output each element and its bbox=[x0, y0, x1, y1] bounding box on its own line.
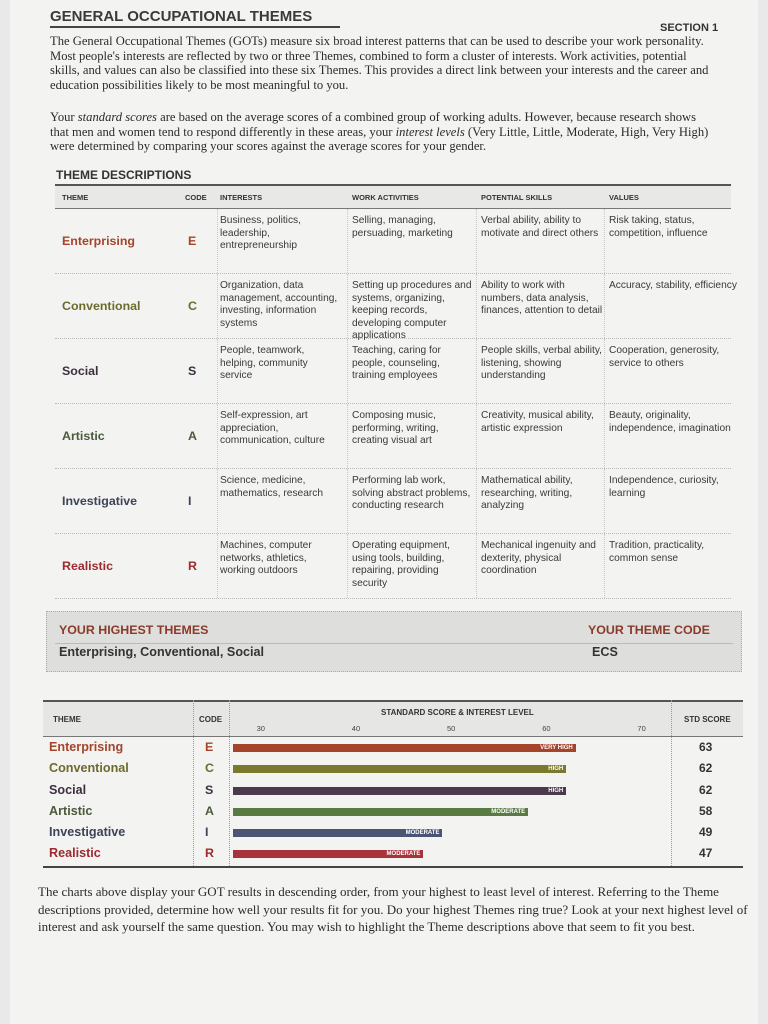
theme-name: Artistic bbox=[62, 429, 105, 443]
interests-cell: People, teamwork, helping, community service bbox=[220, 345, 308, 382]
potential-skills-cell: Mechanical ingenuity and dexterity, physical coordination bbox=[481, 540, 596, 577]
chart-bottom-rule bbox=[43, 866, 743, 868]
chart-row bbox=[43, 758, 743, 779]
column-divider bbox=[476, 534, 477, 598]
chart-header-std: STD SCORE bbox=[684, 715, 731, 724]
intro-text: Your bbox=[50, 110, 78, 124]
column-divider bbox=[217, 209, 218, 273]
page bbox=[10, 0, 758, 1024]
theme-name: Social bbox=[62, 364, 99, 378]
interest-level-label: HIGH bbox=[548, 787, 564, 794]
chart-header bbox=[43, 700, 743, 737]
work-activities-cell: Performing lab work, solving abstract problems, conducting research bbox=[352, 475, 471, 512]
chart-theme-name: Artistic bbox=[49, 803, 93, 818]
theme-code: E bbox=[188, 234, 197, 248]
interest-level-label: MODERATE bbox=[491, 808, 526, 815]
column-divider bbox=[193, 700, 194, 866]
work-activities-cell: Composing music, performing, writing, creating visual art bbox=[352, 410, 439, 447]
potential-skills-cell: Creativity, musical ability, artistic expression bbox=[481, 410, 594, 434]
chart-row bbox=[43, 843, 743, 864]
tick-label: 70 bbox=[637, 724, 646, 733]
highest-themes-box bbox=[46, 611, 742, 672]
tick-label: 30 bbox=[256, 724, 265, 733]
chart-row bbox=[43, 737, 743, 758]
column-divider bbox=[476, 469, 477, 533]
score-bar bbox=[233, 829, 442, 837]
column-header: POTENTIAL SKILLS bbox=[481, 193, 553, 202]
closing-paragraph: The charts above display your GOT results in descending order, from your highest to least level of interest. Referring to the Theme descriptions provided, determine how well your results fit for you. Do your highest Themes ring true? Look at your next highest level of interest and ask yourself the same question. You may wish to highlight the Theme descriptions above that seem to fit you best. bbox=[38, 884, 748, 934]
values-cell: Accuracy, stability, efficiency bbox=[609, 280, 737, 291]
score-bar bbox=[233, 808, 528, 816]
values-cell: Cooperation, generosity, service to others bbox=[609, 345, 720, 369]
column-divider bbox=[604, 209, 605, 273]
work-activities-cell: Setting up procedures and systems, organizing, keeping records, developing computer applications bbox=[352, 280, 472, 342]
interest-level-label: VERY HIGH bbox=[540, 745, 573, 751]
table-row bbox=[55, 274, 737, 342]
column-divider bbox=[229, 700, 230, 866]
table-row bbox=[55, 209, 731, 274]
chart-header-theme: THEME bbox=[53, 715, 81, 724]
intro-text: (Very Little, Little, Moderate, High, Very High) were determined by comparing your scores against the average scores for your gender. bbox=[50, 124, 709, 153]
table-row bbox=[55, 534, 731, 599]
chart-rows bbox=[43, 737, 743, 865]
interest-level-label: MODERATE bbox=[405, 830, 440, 837]
table-body bbox=[55, 209, 737, 599]
intro-emphasis: standard scores bbox=[77, 110, 157, 124]
work-activities-cell: Teaching, caring for people, counseling, training employees bbox=[352, 345, 441, 382]
theme-name: Investigative bbox=[62, 494, 138, 508]
potential-skills-cell: Mathematical ability, researching, writing, analyzing bbox=[481, 475, 573, 512]
std-score-value: 49 bbox=[699, 825, 713, 840]
column-divider bbox=[217, 404, 218, 468]
column-divider bbox=[347, 469, 348, 533]
theme-descriptions-heading: THEME DESCRIPTIONS bbox=[56, 168, 192, 182]
theme-name: Enterprising bbox=[62, 234, 135, 248]
theme-code: I bbox=[188, 494, 192, 508]
chart-theme-name: Conventional bbox=[49, 761, 129, 776]
values-cell: Independence, curiosity, learning bbox=[609, 475, 719, 499]
chart-row bbox=[43, 822, 743, 843]
score-bar bbox=[233, 744, 576, 752]
theme-code: C bbox=[188, 299, 197, 313]
theme-code: R bbox=[188, 559, 197, 573]
table-header bbox=[55, 184, 731, 209]
column-divider bbox=[604, 274, 605, 338]
values-cell: Beauty, originality, independence, imagination bbox=[609, 410, 731, 434]
work-activities-cell: Operating equipment, using tools, building, repairing, providing security bbox=[352, 540, 450, 589]
column-divider bbox=[347, 274, 348, 338]
chart-theme-code: E bbox=[205, 740, 214, 754]
intro-emphasis: interest levels bbox=[395, 124, 465, 139]
column-header: THEME bbox=[62, 193, 89, 202]
table-row bbox=[55, 404, 731, 469]
score-bar bbox=[233, 787, 566, 795]
chart-theme-code: I bbox=[205, 825, 209, 840]
column-header: WORK ACTIVITIES bbox=[352, 193, 419, 202]
std-score-value: 62 bbox=[699, 761, 713, 776]
chart-header-code: CODE bbox=[199, 715, 223, 724]
column-divider bbox=[604, 339, 605, 403]
std-score-value: 58 bbox=[699, 803, 713, 818]
column-divider bbox=[347, 534, 348, 598]
chart-theme-code: A bbox=[205, 803, 214, 818]
column-divider bbox=[476, 209, 477, 273]
chart-theme-name: Enterprising bbox=[49, 740, 124, 754]
theme-code: S bbox=[188, 364, 197, 378]
column-divider bbox=[347, 404, 348, 468]
column-divider bbox=[217, 534, 218, 598]
chart-theme-code: S bbox=[205, 782, 214, 797]
std-score-value: 62 bbox=[699, 782, 713, 797]
intro-text: are based on the average scores of a combined group of working adults. However, because research shows that men and women tend to respond differently in these areas, your bbox=[50, 110, 697, 139]
table-row bbox=[55, 469, 731, 534]
column-divider bbox=[671, 700, 672, 866]
std-score-value: 47 bbox=[699, 846, 713, 861]
potential-skills-cell: Verbal ability, ability to motivate and direct others bbox=[481, 215, 599, 239]
chart-theme-name: Investigative bbox=[49, 825, 126, 840]
chart-theme-code: C bbox=[205, 761, 214, 776]
column-divider bbox=[217, 469, 218, 533]
column-divider bbox=[217, 274, 218, 338]
table-row bbox=[55, 339, 731, 404]
theme-code-value: ECS bbox=[592, 645, 618, 659]
theme-name: Realistic bbox=[62, 559, 113, 573]
column-header: INTERESTS bbox=[220, 193, 263, 202]
chart-row bbox=[43, 780, 743, 801]
theme-descriptions-table bbox=[55, 184, 737, 599]
chart-row bbox=[43, 801, 743, 822]
tick-label: 60 bbox=[542, 724, 551, 733]
interest-level-label: HIGH bbox=[548, 766, 564, 773]
intro-paragraph-1: The General Occupational Themes (GOTs) measure six broad interest patterns that can be used to describe your work personality. Most people's interests are reflected by two or three Themes, combined to form a cluster of interests. Work activities, potential skills, and values can also be classified into these six Themes. This provides a direct link between your interests and the career and education possibilities likely to be most meaningful to you. bbox=[50, 34, 709, 92]
column-divider bbox=[476, 339, 477, 403]
column-header: CODE bbox=[185, 193, 207, 202]
interests-cell: Business, politics, leadership, entrepreneurship bbox=[220, 215, 301, 252]
values-cell: Tradition, practicality, common sense bbox=[609, 540, 705, 564]
values-cell: Risk taking, status, competition, influence bbox=[609, 215, 708, 239]
column-divider bbox=[217, 339, 218, 403]
work-activities-cell: Selling, managing, persuading, marketing bbox=[352, 215, 453, 239]
highest-themes-label: YOUR HIGHEST THEMES bbox=[59, 623, 209, 637]
interest-level-label: MODERATE bbox=[386, 851, 421, 858]
theme-name: Conventional bbox=[62, 299, 141, 313]
column-divider bbox=[476, 404, 477, 468]
potential-skills-cell: Ability to work with numbers, data analysis, finances, attention to detail bbox=[481, 280, 603, 317]
column-divider bbox=[476, 274, 477, 338]
section-label: SECTION 1 bbox=[660, 22, 719, 34]
chart-theme-code: R bbox=[205, 846, 214, 861]
interests-cell: Organization, data management, accounting, investing, information systems bbox=[220, 280, 338, 329]
chart-theme-name: Social bbox=[49, 782, 87, 797]
column-divider bbox=[347, 209, 348, 273]
interests-cell: Self-expression, art appreciation, communication, culture bbox=[220, 410, 325, 447]
chart-header-scale: STANDARD SCORE & INTEREST LEVEL bbox=[381, 708, 534, 717]
theme-code-label: YOUR THEME CODE bbox=[588, 623, 710, 637]
score-chart bbox=[43, 700, 743, 868]
column-divider bbox=[604, 534, 605, 598]
tick-label: 50 bbox=[447, 724, 456, 733]
score-bar bbox=[233, 850, 423, 858]
std-score-value: 63 bbox=[699, 740, 713, 754]
column-divider bbox=[604, 404, 605, 468]
page-title: GENERAL OCCUPATIONAL THEMES bbox=[50, 8, 340, 28]
column-divider bbox=[347, 339, 348, 403]
score-bar bbox=[233, 765, 566, 773]
interests-cell: Machines, computer networks, athletics, working outdoors bbox=[220, 540, 312, 577]
potential-skills-cell: People skills, verbal ability, listening, showing understanding bbox=[481, 345, 602, 382]
divider bbox=[55, 643, 733, 644]
chart-theme-name: Realistic bbox=[49, 846, 101, 861]
theme-code: A bbox=[188, 429, 197, 443]
interests-cell: Science, medicine, mathematics, research bbox=[220, 475, 324, 499]
highest-themes-value: Enterprising, Conventional, Social bbox=[59, 645, 265, 659]
tick-label: 40 bbox=[351, 724, 361, 733]
column-header: VALUES bbox=[609, 193, 639, 202]
intro-paragraph-2 bbox=[50, 110, 715, 154]
column-divider bbox=[604, 469, 605, 533]
